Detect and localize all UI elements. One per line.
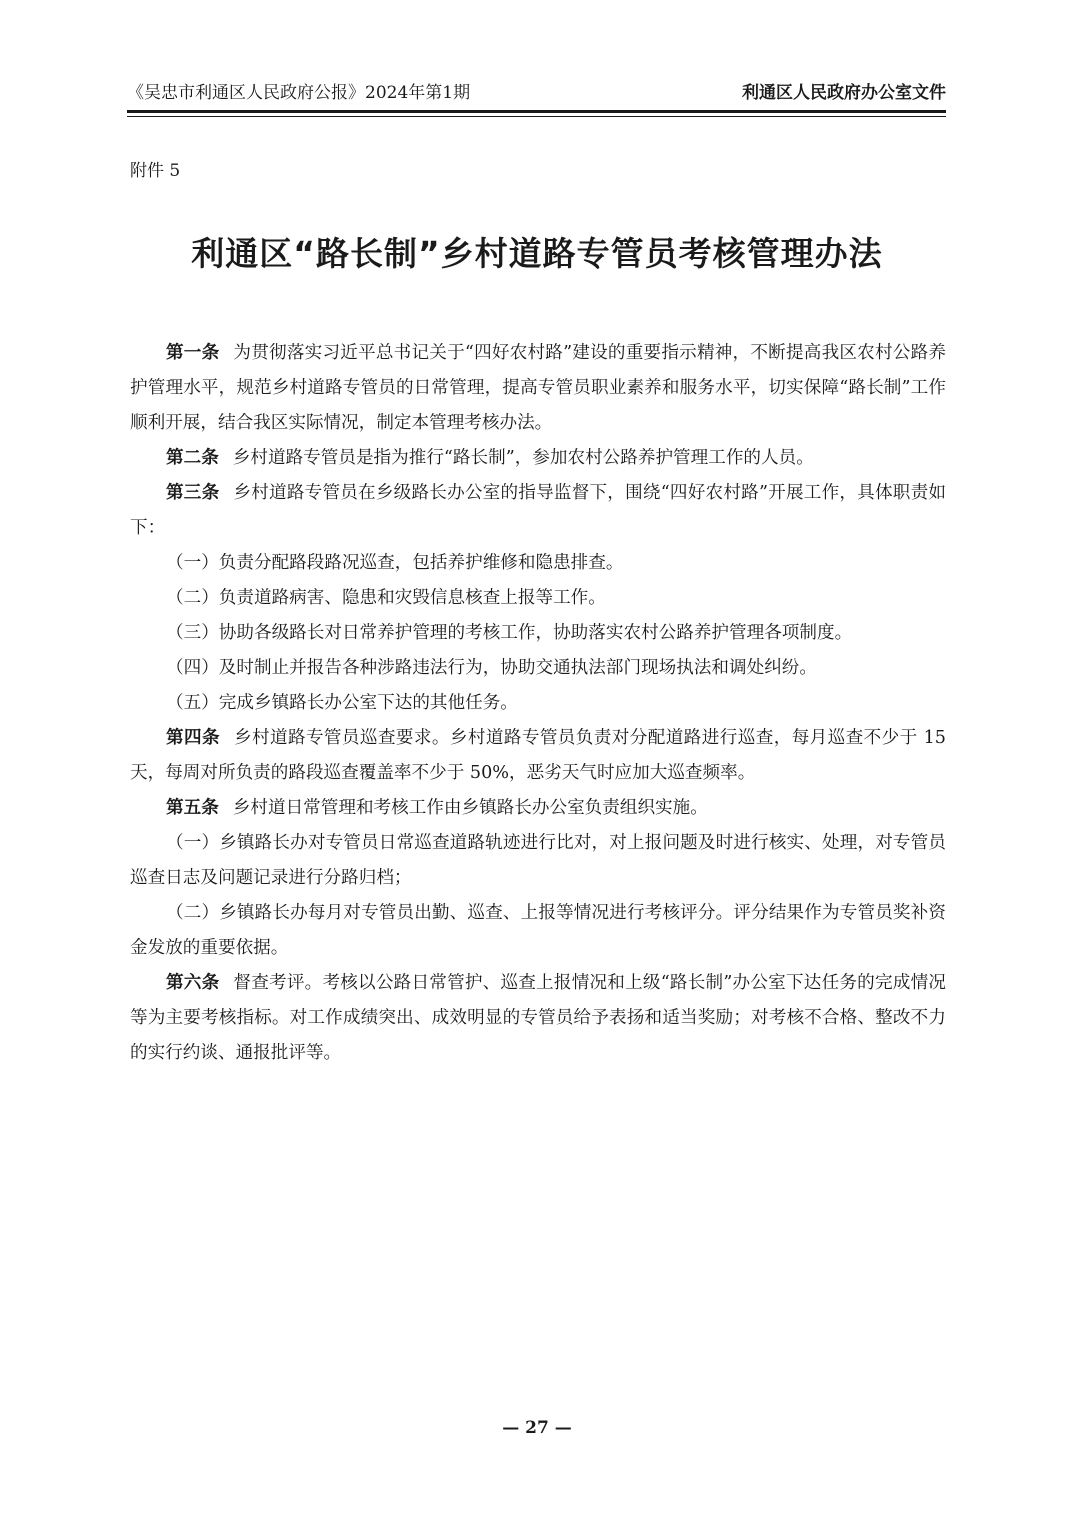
article-label: 第五条 — [166, 798, 219, 818]
article-text: 乡村道路专管员巡查要求。乡村道路专管员负责对分配道路进行巡查，每月巡查不少于 15 天，每周对所负责的路段巡查覆盖率不少于 50%，恶劣天气时应加大巡查频率。 — [130, 728, 946, 783]
document-title: 利通区“路长制”乡村道路专管员考核管理办法 — [191, 234, 883, 273]
article-3-item-1: （一）负责分配路段路况巡查，包括养护维修和隐患排查。 — [166, 553, 624, 573]
article-text: 为贯彻落实习近平总书记关于“四好农村路”建设的重要指示精神，不断提高我区农村公路养护管理水平，规范乡村道路专管员的日常管理，提高专管员职业素养和服务水平，切实保障“路长制”工作顺利开展，结合我区实际情况，制定本管理考核办法。 — [130, 343, 946, 433]
running-header — [127, 78, 946, 104]
article-5-item-2: （二）乡镇路长办每月对专管员出勤、巡查、上报等情况进行考核评分。评分结果作为专管员奖补资金发放的重要依据。 — [130, 903, 946, 958]
article-text: 督查考评。考核以公路日常管护、巡查上报情况和上级“路长制”办公室下达任务的完成情况等为主要考核指标。对工作成绩突出、成效明显的专管员给予表扬和适当奖励；对考核不合格、整改不力的实行约谈、通报批评等。 — [130, 973, 946, 1063]
article-4 — [130, 721, 946, 791]
header-rule-thick — [127, 110, 946, 113]
article-1 — [130, 336, 946, 441]
document-body — [130, 336, 946, 1071]
article-3-item-2: （二）负责道路病害、隐患和灾毁信息核查上报等工作。 — [166, 588, 606, 608]
article-label: 第四条 — [166, 728, 220, 748]
article-text: 乡村道日常管理和考核工作由乡镇路长办公室负责组织实施。 — [232, 798, 708, 818]
article-text: 乡村道路专管员是指为推行“路长制”，参加农村公路养护管理工作的人员。 — [232, 448, 814, 468]
article-6 — [130, 966, 946, 1071]
page-number: — 27 — — [502, 1418, 572, 1438]
article-5 — [130, 791, 946, 826]
article-3-item-5: （五）完成乡镇路长办公室下达的其他任务。 — [166, 693, 518, 713]
header-issuer: 利通区人民政府办公室文件 — [742, 83, 946, 103]
article-3-item-4: （四）及时制止并报告各种涉路违法行为，协助交通执法部门现场执法和调处纠纷。 — [166, 658, 817, 678]
article-5-item-1: （一）乡镇路长办对专管员日常巡查道路轨迹进行比对，对上报问题及时进行核实、处理，对专管员巡查日志及问题记录进行分路归档； — [130, 833, 946, 888]
article-3-item-3: （三）协助各级路长对日常养护管理的考核工作，协助落实农村公路养护管理各项制度。 — [166, 623, 853, 643]
article-text: 乡村道路专管员在乡级路长办公室的指导监督下，围绕“四好农村路”开展工作，具体职责如下： — [130, 483, 946, 538]
article-3 — [130, 476, 946, 546]
article-label: 第六条 — [166, 973, 220, 993]
article-label: 第二条 — [166, 448, 219, 468]
header-publication: 《吴忠市利通区人民政府公报》2024年第1期 — [127, 83, 471, 103]
article-2 — [130, 441, 946, 476]
header-rule-thin — [127, 116, 946, 117]
attachment-label: 附件 5 — [130, 161, 181, 181]
article-label: 第三条 — [166, 483, 220, 503]
article-label: 第一条 — [166, 343, 220, 363]
